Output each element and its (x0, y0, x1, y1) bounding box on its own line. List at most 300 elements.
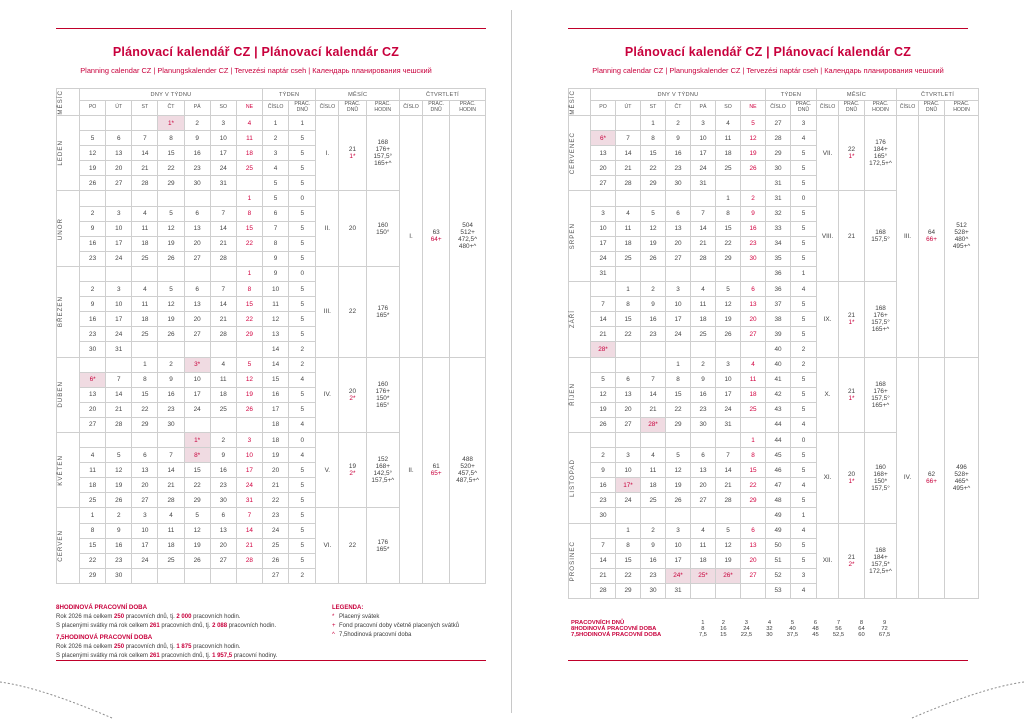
week-number-cell: 3 (263, 146, 289, 161)
day-cell: 26 (158, 251, 184, 266)
day-cell: 26 (184, 553, 210, 568)
table-row (569, 357, 979, 372)
day-cell: 2 (691, 357, 716, 372)
day-cell: 6* (80, 372, 106, 387)
day-cell: 5 (716, 282, 741, 297)
t: 250 (114, 614, 124, 620)
day-cell: 17 (184, 387, 210, 402)
day-cell (80, 266, 106, 281)
day-cell: 12 (184, 523, 210, 538)
week-workdays-cell: 5 (289, 387, 316, 402)
day-cell: 26 (716, 327, 741, 342)
day-cell (106, 357, 132, 372)
day-cell: 28 (210, 327, 236, 342)
week-number-cell: 52 (766, 568, 791, 583)
day-cell: 29 (666, 417, 691, 432)
month-workdays-cell: 22 1* (839, 116, 865, 191)
day-cell: 29 (80, 568, 106, 583)
week-workdays-cell: 5 (289, 161, 316, 176)
day-cell: 8 (158, 131, 184, 146)
day-cell: 4 (132, 282, 158, 297)
day-cell: 24 (666, 327, 691, 342)
day-cell: 23 (641, 568, 666, 583)
day-cell (666, 191, 691, 206)
day-cell: 30 (691, 417, 716, 432)
day-cell (691, 342, 716, 357)
day-cell: 3 (691, 116, 716, 131)
day-cell: 27 (132, 493, 158, 508)
summary-value: 64 (852, 626, 871, 632)
day-cell (158, 191, 184, 206)
week-workdays-cell: 4 (289, 417, 316, 432)
week-workdays-cell: 5 (791, 463, 817, 478)
day-cell: 3* (184, 357, 210, 372)
week-number-cell: 8 (263, 236, 289, 251)
day-cell (236, 342, 262, 357)
footer-block2-line1 (56, 643, 286, 652)
day-cell: 23 (641, 327, 666, 342)
week-workdays-cell: 5 (791, 161, 817, 176)
header-quarter-workhours: PRAC. HODIN (945, 101, 979, 116)
day-cell (236, 176, 262, 191)
summary-value: 45 (806, 632, 825, 638)
day-cell: 28 (210, 251, 236, 266)
day-cell: 23 (210, 478, 236, 493)
day-cell: 28* (641, 417, 666, 432)
week-number-cell: 46 (766, 463, 791, 478)
week-workdays-cell: 5 (791, 448, 817, 463)
week-number-cell: 36 (766, 266, 791, 281)
quarter-workdays-cell: 63 64+ (423, 116, 450, 358)
day-cell: 17 (666, 312, 691, 327)
month-workhours-cell: 168 176+ 157,5° 165+^ (865, 282, 897, 357)
table-header-groups (569, 89, 979, 101)
day-cell: 26 (236, 402, 262, 417)
week-number-cell: 15 (263, 372, 289, 387)
day-cell: 2 (741, 191, 766, 206)
month-number-cell: IX. (817, 282, 839, 357)
week-workdays-cell: 0 (289, 191, 316, 206)
day-cell: 27 (691, 493, 716, 508)
header-month-workdays: PRAC. DNŮ (839, 101, 865, 116)
summary-label: 7,5HODINOVÁ PRACOVNÍ DOBA (568, 632, 692, 638)
week-number-cell: 10 (263, 282, 289, 297)
day-cell (616, 357, 641, 372)
day-cell: 7 (132, 131, 158, 146)
day-cell: 4 (741, 357, 766, 372)
day-cell: 5 (158, 206, 184, 221)
day-cell: 24 (106, 327, 132, 342)
day-cell: 5 (80, 131, 106, 146)
day-cell: 16 (210, 463, 236, 478)
day-cell: 20 (184, 236, 210, 251)
week-number-cell: 4 (263, 161, 289, 176)
table-row (57, 116, 486, 131)
day-cell: 15 (132, 387, 158, 402)
month-name-cell: SRPEN (569, 191, 591, 282)
day-cell (691, 583, 716, 598)
day-cell: 1* (184, 432, 210, 447)
t: Rok 2026 má celkem (56, 614, 114, 620)
month-workhours-cell: 176 165* (366, 508, 399, 583)
day-cell: 7 (616, 131, 641, 146)
day-cell: 6 (184, 206, 210, 221)
month-number-cell: X. (817, 357, 839, 432)
day-cell: 24* (666, 568, 691, 583)
day-cell: 12 (236, 372, 262, 387)
header-weekday: NE (236, 101, 262, 116)
day-cell: 22 (184, 478, 210, 493)
header-days-of-week: DNY V TÝDNU (591, 89, 766, 101)
day-cell (591, 282, 616, 297)
table-header-cols (569, 101, 979, 116)
legend-symbol: + (332, 622, 339, 631)
t: 1 875 (176, 644, 191, 650)
day-cell: 16 (641, 312, 666, 327)
week-number-cell: 22 (263, 493, 289, 508)
day-cell: 29 (132, 417, 158, 432)
header-month-group: MĚSÍC (817, 89, 897, 101)
day-cell: 20 (591, 161, 616, 176)
day-cell: 4 (716, 116, 741, 131)
day-cell (641, 357, 666, 372)
t: S placenými svátky má rok celkem (56, 653, 150, 659)
day-cell: 31 (666, 583, 691, 598)
day-cell: 14 (591, 553, 616, 568)
week-workdays-cell: 2 (791, 357, 817, 372)
header-weekday: PO (591, 101, 616, 116)
day-cell (716, 583, 741, 598)
day-cell: 1 (236, 266, 262, 281)
header-quarter-workhours: PRAC. HODIN (450, 101, 486, 116)
month-workdays-cell: 21 1* (839, 357, 865, 432)
day-cell: 8 (616, 538, 641, 553)
week-number-cell: 26 (263, 553, 289, 568)
day-cell: 12 (158, 221, 184, 236)
day-cell: 7 (641, 372, 666, 387)
month-workhours-cell: 168 184+ 157,5* 172,5+^ (865, 523, 897, 598)
header-weekday: ST (132, 101, 158, 116)
week-workdays-cell: 5 (289, 478, 316, 493)
week-number-cell: 5 (263, 191, 289, 206)
day-cell: 20 (132, 478, 158, 493)
day-cell: 22 (236, 236, 262, 251)
day-cell: 15 (616, 553, 641, 568)
right-page-subtitle: Planning calendar CZ | Planungskalender CZ | Tervezési naptár cseh | Календарь планирования чешский (512, 66, 1024, 75)
day-cell: 10 (716, 372, 741, 387)
header-month-group: MĚSÍC (316, 89, 400, 101)
day-cell: 24 (106, 251, 132, 266)
week-workdays-cell: 5 (791, 221, 817, 236)
day-cell (741, 266, 766, 281)
summary-value: 56 (825, 626, 852, 632)
day-cell: 16 (80, 236, 106, 251)
day-cell: 6 (132, 448, 158, 463)
day-cell: 27 (184, 251, 210, 266)
quarter-number-cell: I. (400, 116, 423, 358)
day-cell: 22 (616, 568, 641, 583)
month-workhours-cell: 160 176+ 150* 165° (366, 357, 399, 432)
day-cell: 17 (691, 146, 716, 161)
footer-block2-heading: 7,5HODINOVÁ PRACOVNÍ DOBA (56, 634, 286, 643)
week-number-cell: 49 (766, 508, 791, 523)
week-workdays-cell: 5 (791, 312, 817, 327)
header-quarter-workdays: PRAC. DNŮ (919, 101, 945, 116)
day-cell: 25 (691, 327, 716, 342)
week-number-cell: 47 (766, 478, 791, 493)
day-cell: 15 (158, 146, 184, 161)
day-cell: 25 (132, 251, 158, 266)
right-page-title: Plánovací kalendář CZ | Plánovací kalendár CZ (512, 45, 1024, 59)
day-cell: 7 (591, 297, 616, 312)
t: 2 000 (176, 614, 191, 620)
day-cell: 6 (210, 508, 236, 523)
day-cell: 17* (616, 478, 641, 493)
day-cell: 2 (184, 116, 210, 131)
day-cell: 11 (158, 523, 184, 538)
day-cell: 11 (132, 297, 158, 312)
quarter-workhours-cell: 504 512+ 472,5^ 480+^ (450, 116, 486, 358)
day-cell: 24 (716, 402, 741, 417)
month-number-cell: XII. (817, 523, 839, 598)
day-cell: 1 (716, 191, 741, 206)
day-cell: 16 (184, 146, 210, 161)
t: pracovních hodin. (191, 644, 240, 650)
day-cell: 22 (741, 478, 766, 493)
day-cell: 11 (691, 297, 716, 312)
day-cell: 30 (210, 493, 236, 508)
week-number-cell: 35 (766, 251, 791, 266)
week-workdays-cell: 5 (289, 402, 316, 417)
quarter-workdays-cell: 62 66+ (919, 357, 945, 599)
day-cell: 24 (184, 402, 210, 417)
day-cell: 21 (641, 402, 666, 417)
day-cell: 8 (236, 206, 262, 221)
week-number-cell: 9 (263, 251, 289, 266)
month-number-cell: II. (316, 191, 339, 266)
day-cell: 12 (158, 297, 184, 312)
day-cell: 3 (132, 508, 158, 523)
summary-value: 16 (714, 626, 733, 632)
day-cell: 19 (641, 236, 666, 251)
day-cell (210, 568, 236, 583)
day-cell (80, 116, 106, 131)
day-cell: 30 (80, 342, 106, 357)
week-number-cell: 45 (766, 448, 791, 463)
summary-value: 7,5 (692, 632, 714, 638)
day-cell: 23 (158, 402, 184, 417)
day-cell (591, 523, 616, 538)
day-cell: 6* (591, 131, 616, 146)
day-cell: 25 (158, 553, 184, 568)
header-week: TÝDEN (263, 89, 316, 101)
header-month-workhours: PRAC. HODIN (366, 101, 399, 116)
day-cell: 8 (236, 282, 262, 297)
day-cell (236, 417, 262, 432)
day-cell: 25* (691, 568, 716, 583)
summary-value: 9 (871, 620, 898, 626)
day-cell: 2 (666, 116, 691, 131)
day-cell (106, 432, 132, 447)
week-workdays-cell: 5 (289, 553, 316, 568)
day-cell: 31 (210, 176, 236, 191)
week-workdays-cell: 5 (791, 236, 817, 251)
summary-value: 4 (760, 620, 779, 626)
day-cell (184, 417, 210, 432)
legend-item (332, 631, 482, 640)
day-cell: 26 (80, 176, 106, 191)
day-cell: 30 (741, 251, 766, 266)
summary-value: 67,5 (871, 632, 898, 638)
week-number-cell: 36 (766, 282, 791, 297)
day-cell: 5 (741, 116, 766, 131)
day-cell (184, 266, 210, 281)
day-cell: 9 (641, 297, 666, 312)
week-workdays-cell: 5 (289, 493, 316, 508)
legend-label: Placený svátek (339, 614, 379, 620)
day-cell (666, 342, 691, 357)
week-workdays-cell: 5 (289, 131, 316, 146)
day-cell: 30 (666, 176, 691, 191)
day-cell: 1* (158, 116, 184, 131)
day-cell: 4 (641, 448, 666, 463)
day-cell: 17 (106, 312, 132, 327)
month-workhours-cell: 176 184+ 165° 172,5+^ (865, 116, 897, 191)
week-number-cell: 14 (263, 357, 289, 372)
day-cell: 14 (106, 387, 132, 402)
summary-value: 1 (692, 620, 714, 626)
table-row (569, 116, 979, 131)
week-number-cell: 21 (263, 478, 289, 493)
day-cell: 23 (80, 327, 106, 342)
day-cell: 21 (106, 402, 132, 417)
month-number-cell: XI. (817, 432, 839, 523)
day-cell: 13 (591, 146, 616, 161)
legend-label: 7,5hodinová pracovní doba (339, 632, 411, 638)
day-cell: 2 (80, 282, 106, 297)
day-cell: 24 (132, 553, 158, 568)
week-number-cell: 11 (263, 297, 289, 312)
day-cell: 2 (210, 432, 236, 447)
day-cell: 16 (741, 221, 766, 236)
day-cell: 24 (210, 161, 236, 176)
week-number-cell: 30 (766, 161, 791, 176)
week-number-cell: 44 (766, 417, 791, 432)
month-workhours-cell: 160 150° (366, 191, 399, 266)
day-cell: 15 (641, 146, 666, 161)
day-cell: 7 (158, 448, 184, 463)
day-cell (236, 568, 262, 583)
day-cell (716, 432, 741, 447)
day-cell: 13 (184, 297, 210, 312)
month-number-cell: III. (316, 266, 339, 357)
day-cell: 15 (741, 463, 766, 478)
day-cell (741, 176, 766, 191)
day-cell (80, 191, 106, 206)
legend-heading: LEGENDA: (332, 604, 482, 613)
day-cell: 1 (741, 432, 766, 447)
summary-value: 3 (733, 620, 760, 626)
day-cell: 26 (666, 493, 691, 508)
month-workhours-cell: 168 176+ 157,5° 165+^ (366, 116, 399, 191)
month-name-cell: ÚNOR (57, 191, 80, 266)
week-number-cell: 12 (263, 312, 289, 327)
day-cell: 14 (591, 312, 616, 327)
header-month: MĚSÍC (57, 89, 80, 116)
day-cell: 2 (106, 508, 132, 523)
day-cell: 9 (666, 131, 691, 146)
week-number-cell: 48 (766, 493, 791, 508)
day-cell: 9 (741, 206, 766, 221)
week-number-cell: 5 (263, 176, 289, 191)
day-cell: 21 (210, 312, 236, 327)
quarter-number-cell: IV. (897, 357, 919, 599)
week-number-cell: 38 (766, 312, 791, 327)
day-cell (741, 417, 766, 432)
day-cell: 19 (158, 312, 184, 327)
week-workdays-cell: 5 (289, 282, 316, 297)
table-header-cols (57, 101, 486, 116)
day-cell: 11 (741, 372, 766, 387)
day-cell: 26 (741, 161, 766, 176)
week-number-cell: 53 (766, 583, 791, 598)
day-cell: 9 (184, 131, 210, 146)
left-bottom-rule (56, 660, 486, 661)
left-page-title: Plánovací kalendář CZ | Plánovací kalendár CZ (0, 45, 512, 59)
week-number-cell: 13 (263, 327, 289, 342)
day-cell: 3 (106, 206, 132, 221)
month-name-cell: DUBEN (57, 357, 80, 432)
day-cell (641, 191, 666, 206)
day-cell: 13 (666, 221, 691, 236)
day-cell: 29 (641, 176, 666, 191)
day-cell: 22 (666, 402, 691, 417)
quarter-workdays-cell: 64 66+ (919, 116, 945, 358)
day-cell (691, 191, 716, 206)
month-number-cell: VIII. (817, 191, 839, 282)
day-cell: 1 (236, 191, 262, 206)
day-cell (716, 176, 741, 191)
day-cell: 8 (80, 523, 106, 538)
day-cell: 13 (80, 387, 106, 402)
day-cell: 23 (691, 402, 716, 417)
day-cell: 31 (691, 176, 716, 191)
day-cell: 11 (616, 221, 641, 236)
day-cell (616, 116, 641, 131)
month-name-cell: BŘEZEN (57, 266, 80, 357)
t: Rok 2026 má celkem (56, 644, 114, 650)
day-cell: 13 (616, 387, 641, 402)
week-workdays-cell: 4 (791, 282, 817, 297)
day-cell: 21 (716, 478, 741, 493)
day-cell: 10 (666, 538, 691, 553)
day-cell: 6 (691, 448, 716, 463)
week-number-cell: 31 (766, 191, 791, 206)
spiral-right-icon (904, 676, 1024, 720)
day-cell: 9 (106, 523, 132, 538)
week-number-cell: 39 (766, 327, 791, 342)
quarter-workdays-cell: 61 65+ (423, 357, 450, 583)
day-cell: 29 (741, 493, 766, 508)
week-workdays-cell: 0 (289, 266, 316, 281)
day-cell: 22 (236, 312, 262, 327)
week-workdays-cell: 0 (289, 432, 316, 447)
day-cell (158, 342, 184, 357)
header-quarter-number: ČÍSLO (400, 101, 423, 116)
day-cell: 25 (236, 161, 262, 176)
day-cell: 16 (691, 387, 716, 402)
week-workdays-cell: 5 (791, 297, 817, 312)
